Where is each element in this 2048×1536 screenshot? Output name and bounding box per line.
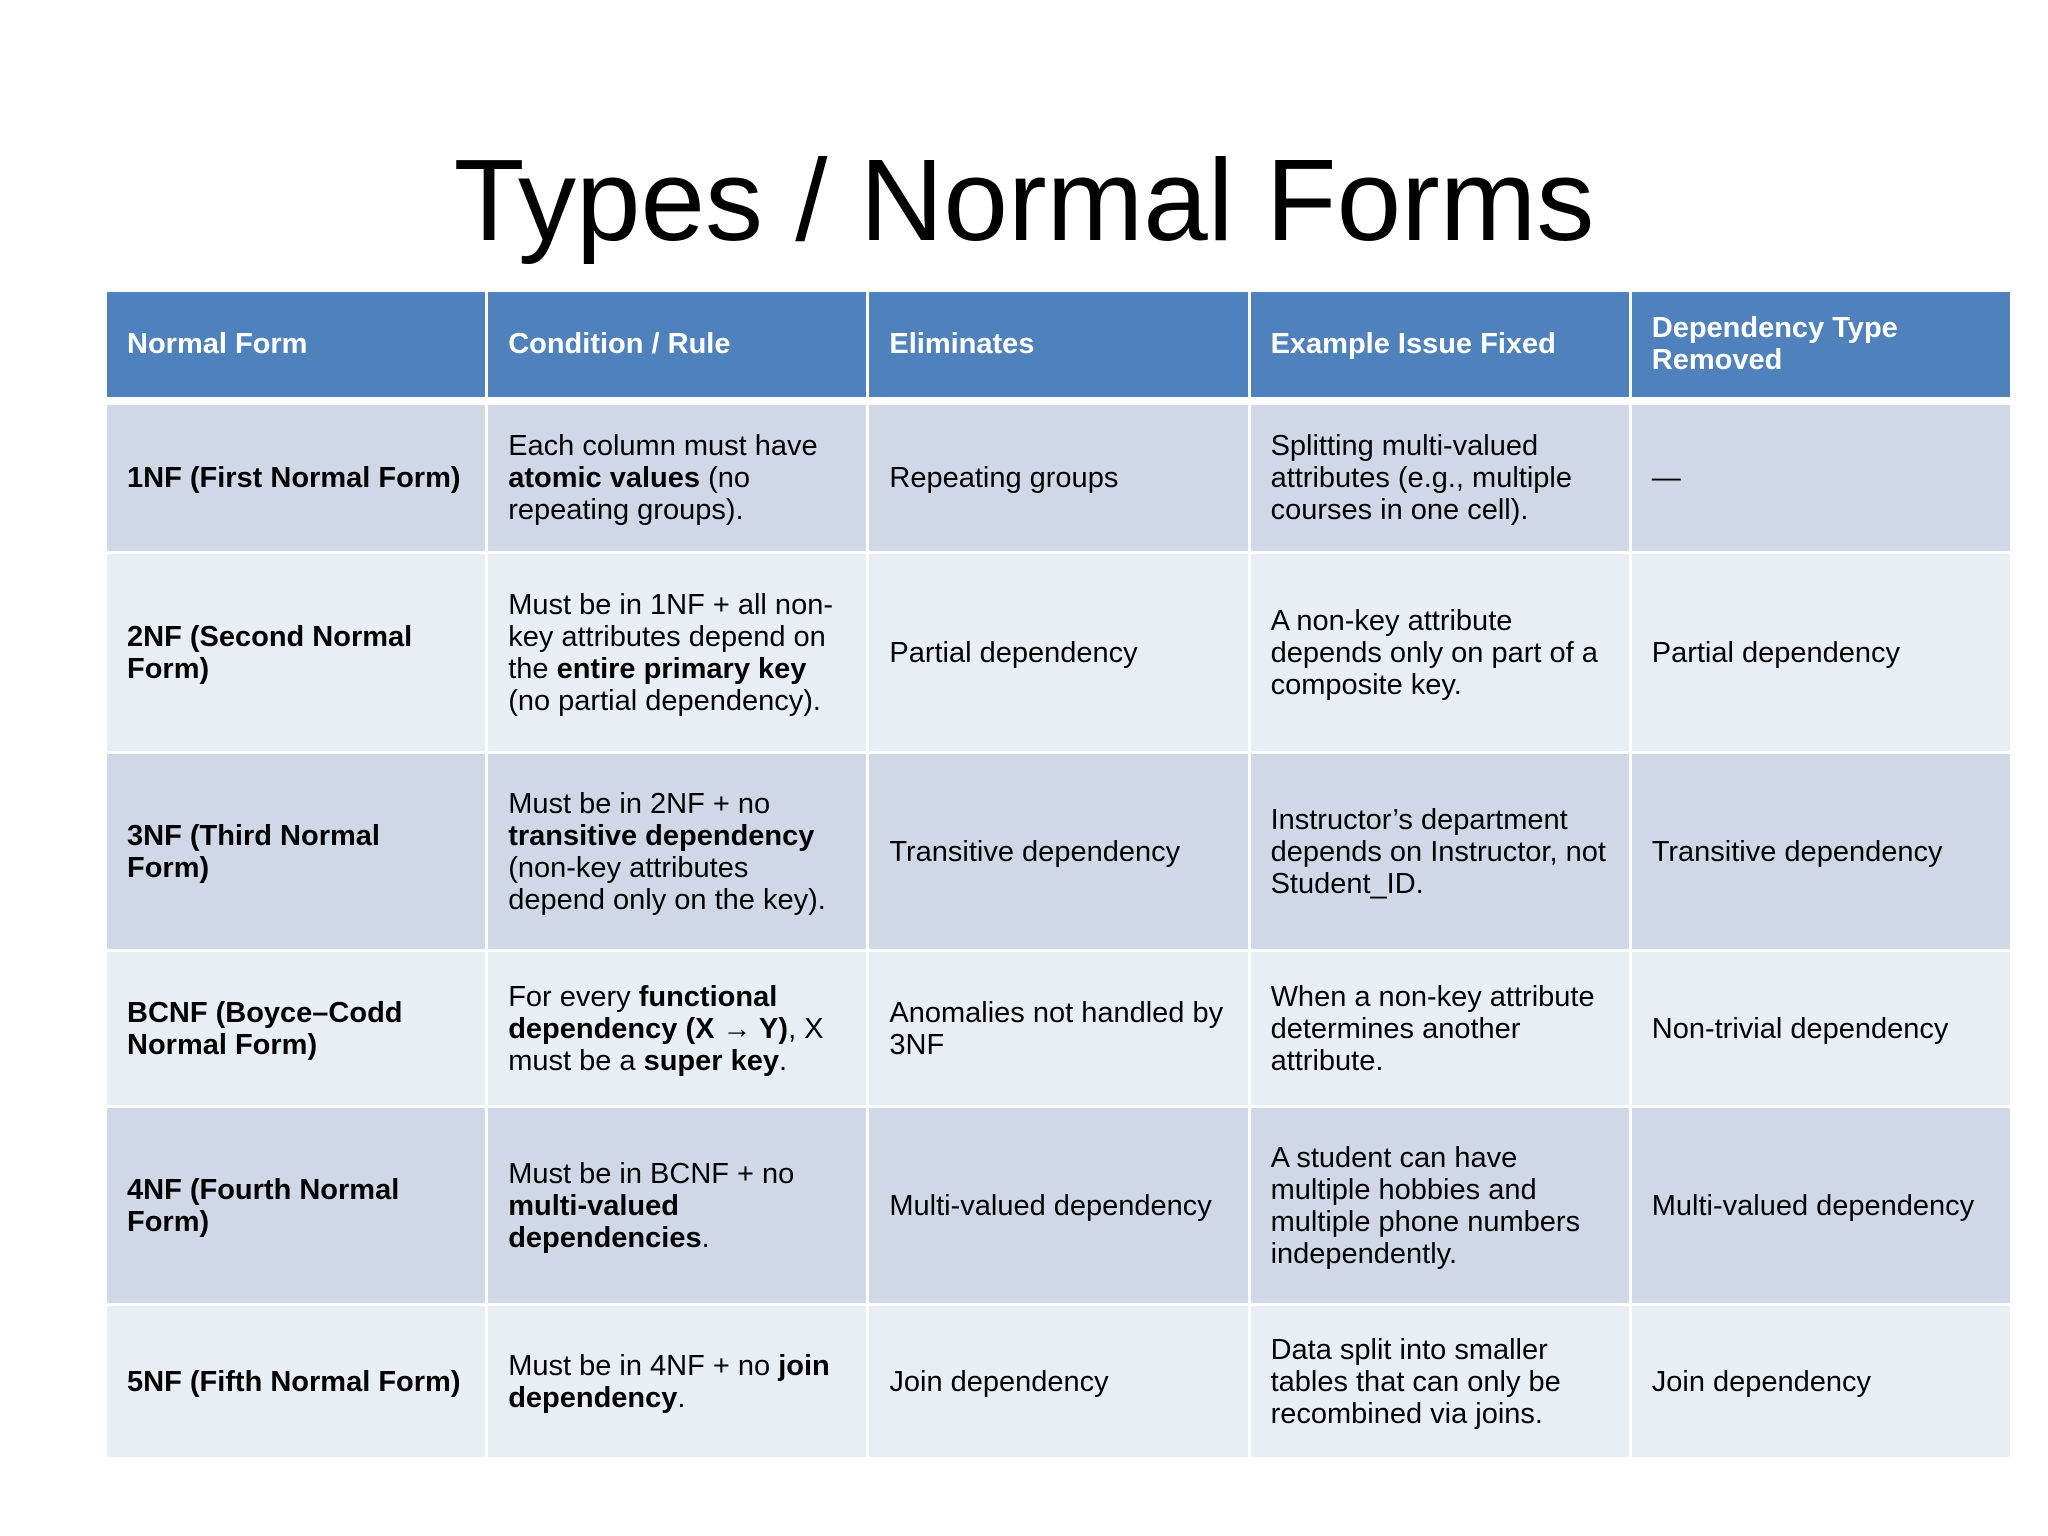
condition-bold: super key	[643, 1044, 780, 1077]
condition-bold: entire primary key	[556, 652, 807, 685]
cell-condition	[487, 753, 868, 951]
condition-bold: atomic values	[508, 461, 701, 494]
condition-bold: join dependency	[508, 1349, 830, 1414]
condition-text: Must be in 2NF + no	[508, 787, 771, 820]
cell-condition	[487, 951, 868, 1107]
cell-dependency-removed: —	[1630, 401, 2011, 553]
cell-normal-form: 5NF (Fifth Normal Form)	[106, 1305, 487, 1459]
condition-text: (non-key attributes depend only on the key).	[508, 851, 826, 916]
cell-example: When a non-key attribute determines another attribute.	[1249, 951, 1630, 1107]
slide-title: Types / Normal Forms	[453, 135, 1595, 265]
cell-condition	[487, 553, 868, 753]
condition-text: .	[779, 1044, 788, 1077]
cell-normal-form: 3NF (Third Normal Form)	[106, 753, 487, 951]
condition-text: For every	[508, 980, 639, 1013]
cell-condition	[487, 1305, 868, 1459]
cell-condition	[487, 401, 868, 553]
cell-normal-form: BCNF (Boyce–Codd Normal Form)	[106, 951, 487, 1107]
cell-eliminates: Repeating groups	[868, 401, 1249, 553]
header-condition: Condition / Rule	[487, 291, 868, 401]
cell-eliminates: Transitive dependency	[868, 753, 1249, 951]
header-normal-form: Normal Form	[106, 291, 487, 401]
condition-text: .	[677, 1381, 686, 1414]
cell-eliminates: Partial dependency	[868, 553, 1249, 753]
table-row	[106, 1305, 2012, 1459]
condition-text: (no repeating groups).	[508, 461, 750, 526]
cell-dependency-removed: Join dependency	[1630, 1305, 2011, 1459]
cell-dependency-removed: Multi-valued dependency	[1630, 1107, 2011, 1305]
condition-text: Each column must have	[508, 429, 818, 462]
header-example: Example Issue Fixed	[1249, 291, 1630, 401]
condition-text: , X must be a	[508, 1012, 824, 1077]
header-dependency-removed: Dependency Type Removed	[1630, 291, 2011, 401]
cell-example: Data split into smaller tables that can only be recombined via joins.	[1249, 1305, 1630, 1459]
condition-bold: multi-valued dependencies	[508, 1189, 702, 1254]
cell-example: A student can have multiple hobbies and multiple phone numbers independently.	[1249, 1107, 1630, 1305]
cell-condition	[487, 1107, 868, 1305]
condition-text: Must be in BCNF + no	[508, 1157, 795, 1190]
table-row	[106, 553, 2012, 753]
table-row	[106, 753, 2012, 951]
header-eliminates: Eliminates	[868, 291, 1249, 401]
cell-eliminates: Multi-valued dependency	[868, 1107, 1249, 1305]
cell-normal-form: 4NF (Fourth Normal Form)	[106, 1107, 487, 1305]
condition-text: (no partial dependency).	[508, 684, 821, 717]
condition-text: Must be in 1NF + all non-key attributes depend on the	[508, 588, 833, 685]
cell-eliminates: Join dependency	[868, 1305, 1249, 1459]
normal-forms-table	[104, 289, 2013, 1460]
condition-text: Must be in 4NF + no	[508, 1349, 779, 1382]
cell-example: Instructor’s department depends on Instructor, not Student_ID.	[1249, 753, 1630, 951]
cell-example: Splitting multi-valued attributes (e.g., multiple courses in one cell).	[1249, 401, 1630, 553]
table-row	[106, 401, 2012, 553]
table-row	[106, 1107, 2012, 1305]
cell-dependency-removed: Partial dependency	[1630, 553, 2011, 753]
cell-eliminates: Anomalies not handled by 3NF	[868, 951, 1249, 1107]
condition-bold: transitive dependency	[508, 819, 815, 852]
cell-dependency-removed: Non-trivial dependency	[1630, 951, 2011, 1107]
table-row	[106, 951, 2012, 1107]
cell-normal-form: 1NF (First Normal Form)	[106, 401, 487, 553]
cell-example: A non-key attribute depends only on part of a composite key.	[1249, 553, 1630, 753]
cell-dependency-removed: Transitive dependency	[1630, 753, 2011, 951]
condition-text: .	[701, 1221, 710, 1254]
table-header-row	[106, 291, 2012, 401]
cell-normal-form: 2NF (Second Normal Form)	[106, 553, 487, 753]
condition-bold: functional dependency (X → Y)	[508, 980, 789, 1045]
